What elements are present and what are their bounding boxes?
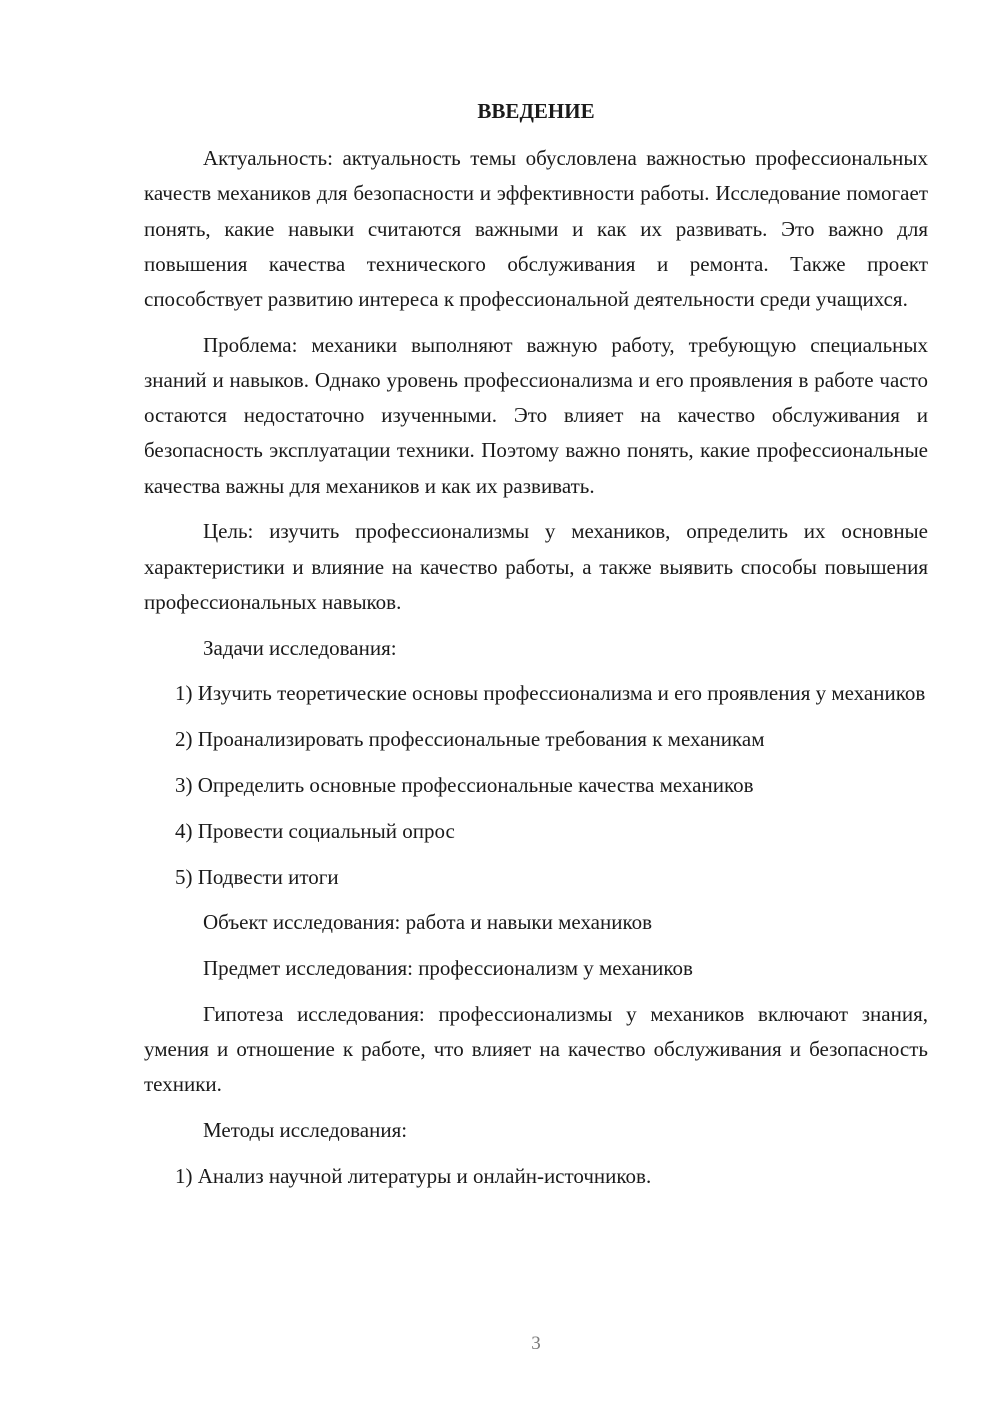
subject-paragraph: Предмет исследования: профессионализм у механиков (203, 956, 693, 981)
section-title: ВВЕДЕНИЕ (477, 99, 595, 123)
task-item: 3) Определить основные профессиональные качества механиков (175, 773, 754, 798)
task-item: 4) Провести социальный опрос (175, 818, 455, 843)
task-item: 1) Изучить теоретические основы профессионализма и его проявления у механиков (175, 681, 926, 706)
object-paragraph: Объект исследования: работа и навыки механиков (203, 910, 653, 935)
methods-heading: Методы исследования: (203, 1118, 408, 1143)
document-body (144, 94, 928, 1205)
task-item: 2) Проанализировать профессиональные требования к механикам (175, 727, 765, 752)
problem-paragraph: Проблема: механики выполняют важную работу, требующую специальных знаний и навыков. Однако уровень профессионализма и его проявления в работе часто остаются недостаточно изученными. Это влияет на качество обслуживания и безопасность эксплуатации техники. Поэтому важно понять, какие профессиональные качества важны для механиков и как их развивать. (144, 332, 928, 498)
relevance-paragraph: Актуальность: актуальность темы обусловлена важностью профессиональных качеств механиков для безопасности и эффективности работы. Исследование помогает понять, какие навыки считаются важными и как их развивать. Это важно для повышения качества технического обслуживания и ремонта. Также проект способствует развитию интереса к профессиональной деятельности среди учащихся. (144, 146, 928, 312)
method-item: 1) Анализ научной литературы и онлайн-источников. (175, 1164, 652, 1188)
goal-paragraph: Цель: изучить профессионализмы у механиков, определить их основные характеристики и влияние на качество работы, а также выявить способы повышения профессиональных навыков. (144, 519, 928, 614)
page-number: 3 (531, 1333, 541, 1354)
hypothesis-paragraph: Гипотеза исследования: профессионализмы у механиков включают знания, умения и отношение к работе, что влияет на качество обслуживания и безопасность техники. (144, 1002, 928, 1097)
task-item: 5) Подвести итоги (175, 864, 339, 889)
tasks-heading: Задачи исследования: (203, 635, 397, 660)
